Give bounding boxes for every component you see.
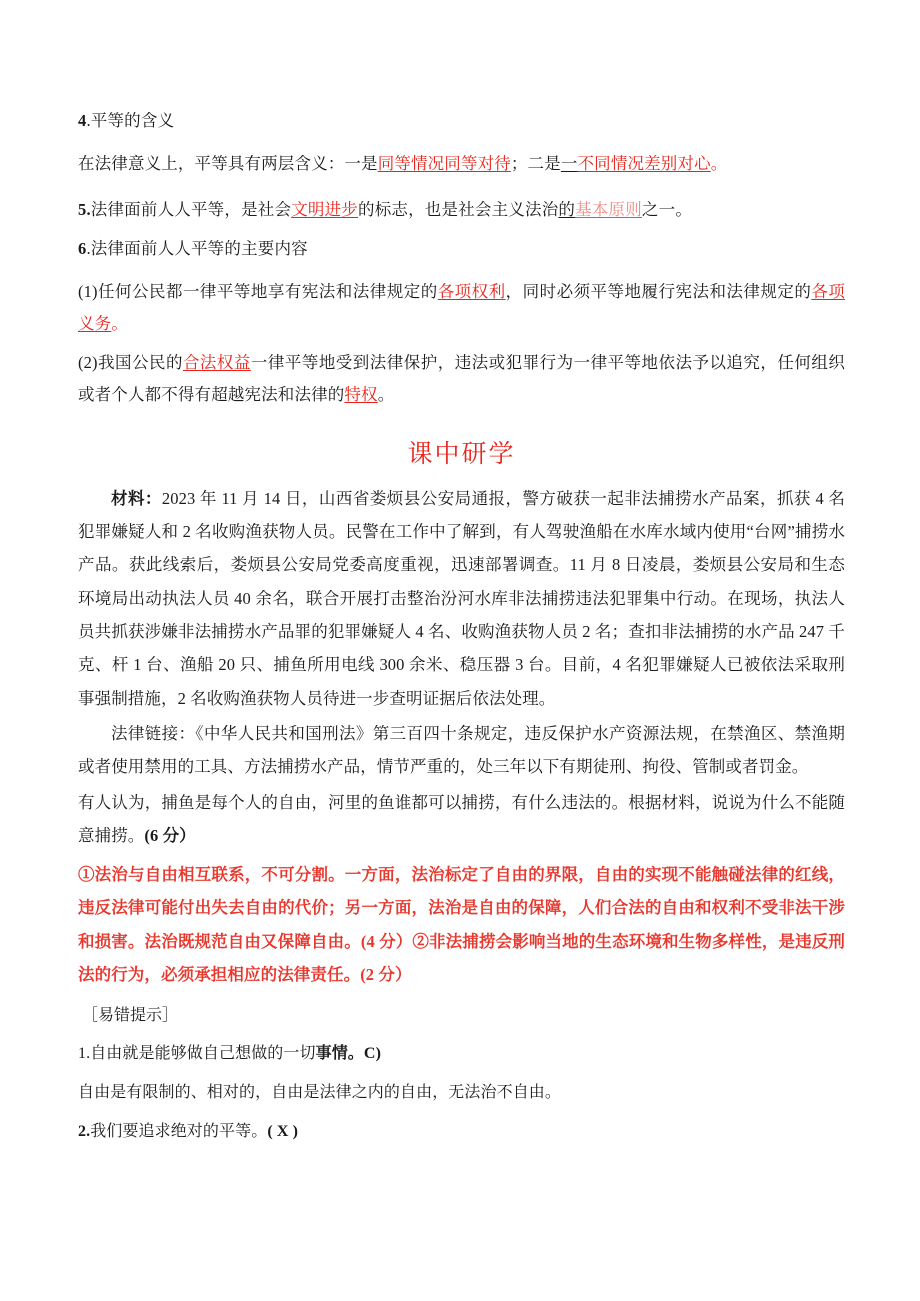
- law-link-text: 《中华人民共和国刑法》第三百四十条规定，违反保护水产资源法规，在禁渔区、禁渔期或者使用禁用的工具、方法捕捞水产品，情节严重的，处三年以下有期徒刑、拘役、管制或者罚金。: [78, 723, 846, 777]
- answer-score-2: (2 分）: [360, 965, 412, 985]
- item-5-de: 的: [558, 199, 576, 219]
- question-text: 有人认为，捕鱼是每个人的自由，河里的鱼谁都可以捕捞，有什么违法的。根据材料，说说为什么不能随意捕捞。: [78, 792, 845, 845]
- term-differential-treatment: 不同情况差别对: [577, 153, 695, 173]
- term-privilege: 特权: [344, 385, 378, 405]
- answer-paragraph: [78, 858, 845, 991]
- tips-heading: ［易错提示］: [82, 1007, 179, 1025]
- term-equal-treatment: 同等情况同等对待: [377, 153, 511, 173]
- tip-item-2: [78, 1116, 845, 1147]
- item-6-number: 6: [78, 239, 87, 259]
- law-link-label: 法律链接：: [111, 723, 196, 743]
- item-4-dot: .: [86, 111, 91, 130]
- tip-item-1-bold: 事情。: [315, 1044, 364, 1062]
- tip-item-2-number: 2.: [78, 1123, 91, 1141]
- point-1-pre: (1)任何公民都一律平等地享有宪法和法律规定的: [78, 281, 438, 301]
- tip-item-1-explanation: 自由是有限制的、相对的，自由是法律之内的自由，无法治不自由。: [78, 1084, 562, 1102]
- law-link-paragraph: [78, 717, 845, 784]
- point-2-mid: 一律平等地受到法律保护，违法或犯罪行为一律平等地依法予以追究，任何组织或者个人都不得有超越宪法和法律的: [78, 353, 845, 405]
- point-1-mid: ，同时必须平等地履行宪法和法律规定的: [505, 281, 812, 301]
- term-differential-treatment-tail: 心: [694, 153, 711, 173]
- paragraph-item-4-body: [78, 148, 845, 180]
- point-1-end: 。: [111, 314, 128, 334]
- answer-score-1: (4 分）: [360, 931, 413, 951]
- point-2-pre: (2)我国公民的: [78, 353, 183, 373]
- tip-item-1-mark: C): [363, 1044, 382, 1062]
- tip-item-2-mark: ( X ): [267, 1123, 299, 1141]
- term-basic-principle: 基本原则: [575, 199, 642, 219]
- term-civilization-progress: 文明进步: [291, 199, 358, 219]
- item-5-pre: 法律面前人人平等，是社会: [90, 199, 292, 219]
- material-text: 2023 年 11 月 14 日，山西省娄烦县公安局通报，警方破获一起非法捕捞水产品案，抓获 4 名犯罪嫌疑人和 2 名收购渔获物人员。民警在工作中了解到，有人驾驶渔船在水库水域内使用“台网”捕捞水产品。获此线索后，娄烦县公安局党委高度重视，迅速部署调查。11 月 8 日凌晨，娄烦县公安局和生态环境局出动执法人员 40 余名，联合开展打击整治汾河水库非法捕捞违法犯罪集中行动。在现场，执法人员共抓获涉嫌非法捕捞水产品罪的犯罪嫌疑人 4 名、收购渔获物人员 2 名；查扣非法捕捞的水产品 247 千克、杆 1 台、渔船 20 只、捕鱼所用电线 300 余米、稳压器 3 台。目前，4 名犯罪嫌疑人已被依法采取刑事强制措施，2 名收购渔获物人员待进一步查明证据后依法处理。: [78, 488, 845, 708]
- heading-item-5: [78, 197, 845, 223]
- paragraph-item-6-point-2: [78, 347, 845, 411]
- material-label: 材料：: [111, 488, 162, 508]
- item-5-dot: .: [86, 199, 91, 219]
- item-4-number: 4: [78, 111, 87, 130]
- heading-item-4: [78, 108, 845, 134]
- question-paragraph: [78, 786, 845, 853]
- item-5-mid: 的标志，也是社会主义法治: [358, 199, 559, 219]
- item-4-title: 平等的含义: [90, 111, 175, 130]
- point-2-end: 。: [377, 385, 395, 405]
- item-4-mid: ；二是: [510, 153, 561, 173]
- tip-item-1-text: 自由就是能够做自己想做的一切: [90, 1044, 316, 1062]
- question-score: (6 分）: [144, 825, 196, 845]
- section-title-in-class-study: 课中研学: [407, 440, 516, 468]
- item-4-body-pre: 在法律意义上，平等具有两层含义：一是: [78, 153, 378, 173]
- term-legal-rights: 合法权益: [182, 353, 251, 373]
- tip-item-1: [78, 1038, 845, 1069]
- paragraph-item-6-point-1: [78, 276, 845, 340]
- answer-part-1: ①法治与自由相互联系，不可分割。一方面，法治标定了自由的界限，自由的实现不能触碰法律的红线，违反法律可能付出失去自由的代价；另一方面，法治是自由的保障，人们合法的自由和权利不受非法干涉和损害。法治既规范自由又保障自由。: [78, 865, 845, 951]
- heading-item-6: [78, 236, 845, 262]
- item-4-end: 。: [710, 153, 728, 173]
- item-4-dash: 一: [560, 153, 578, 173]
- term-various-rights: 各项权利: [437, 281, 506, 301]
- item-5-number: 5: [78, 199, 87, 219]
- answer-part-2: ②非法捕捞会影响当地的生态环境和生物多样性，是违反刑法的行为，必须承担相应的法律责任。: [78, 931, 845, 985]
- term-various-duties: 各项义务: [78, 281, 845, 334]
- item-6-dot: .: [86, 239, 91, 259]
- tip-item-1-number: 1.: [78, 1044, 91, 1062]
- tip-item-2-text: 我们要追求绝对的平等。: [90, 1123, 268, 1141]
- item-5-end: 之一。: [641, 199, 693, 219]
- item-6-title: 法律面前人人平等的主要内容: [90, 239, 308, 259]
- material-paragraph: [78, 482, 845, 715]
